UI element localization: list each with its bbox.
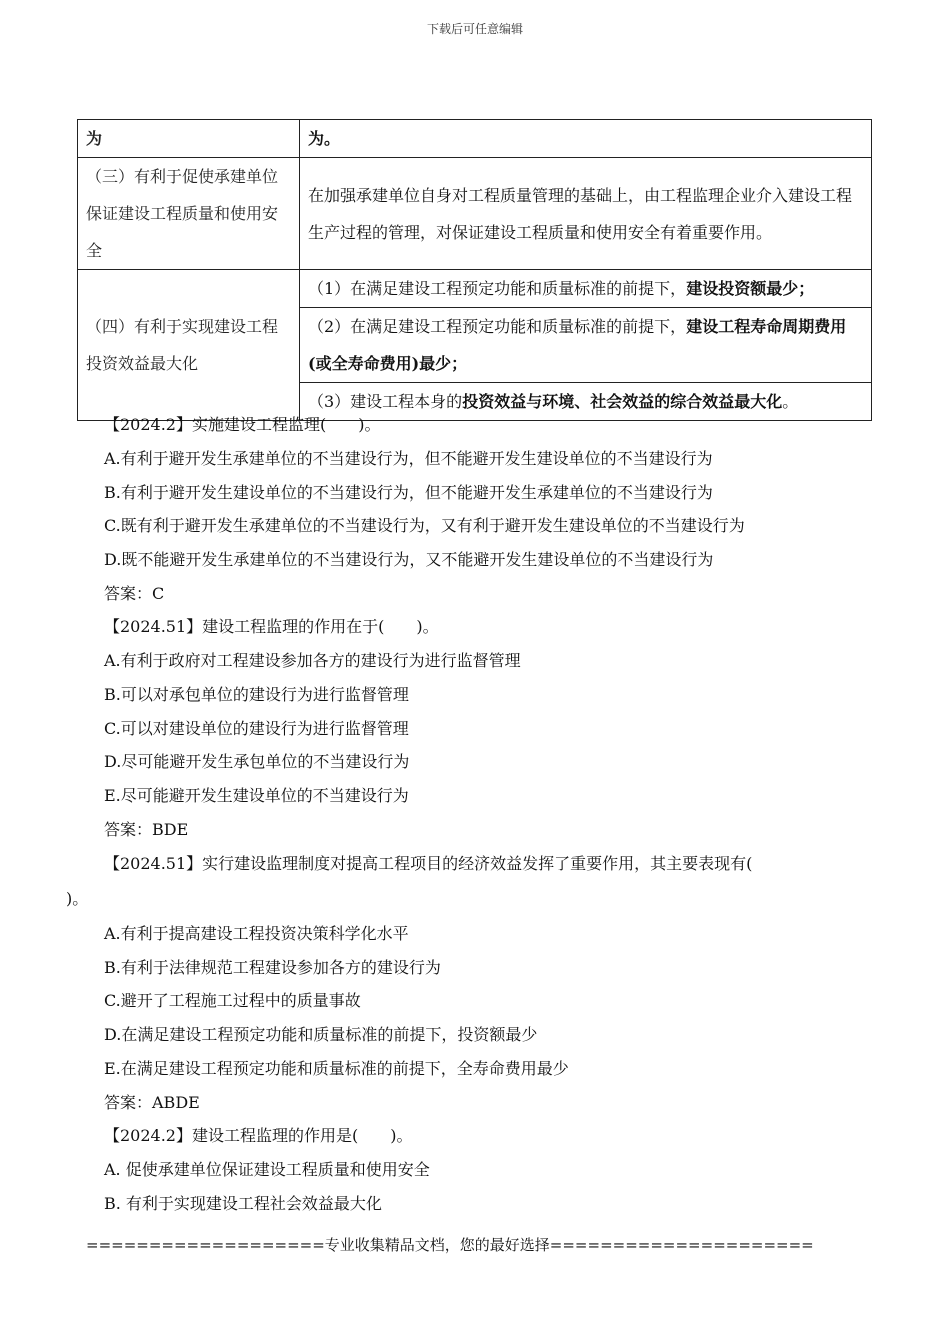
- question-option: E.在满足建设工程预定功能和质量标准的前提下，全寿命费用最少: [104, 1059, 569, 1078]
- question-option: A.有利于提高建设工程投资决策科学化水平: [104, 924, 409, 943]
- question-option: D.既不能避开发生承建单位的不当建设行为，又不能避开发生建设单位的不当建设行为: [104, 550, 714, 569]
- question-stem: 【2024.2】建设工程监理的作用是( )。: [104, 1126, 413, 1145]
- question-option: C.避开了工程施工过程中的质量事故: [104, 991, 361, 1010]
- footer-banner: ===================专业收集精品文档，您的最好选择=====================: [86, 1236, 814, 1254]
- table-row: [78, 158, 872, 270]
- question-option: A.有利于避开发生承建单位的不当建设行为，但不能避开发生建设单位的不当建设行为: [104, 449, 713, 468]
- question-answer: 答案：ABDE: [104, 1093, 200, 1112]
- table-cell-right: [300, 308, 872, 383]
- question-answer: 答案：BDE: [104, 820, 189, 839]
- table-row: [78, 270, 872, 308]
- item-bold-text: 建设工程寿命周期费用(或全寿命费用)最少；: [308, 317, 847, 373]
- item-text: （1）在满足建设工程预定功能和质量标准的前提下，: [308, 279, 687, 298]
- table-cell-left: （四）有利于实现建设工程投资效益最大化: [78, 270, 300, 421]
- question-option: E.尽可能避开发生建设单位的不当建设行为: [104, 786, 409, 805]
- question-stem: 【2024.51】建设工程监理的作用在于( )。: [104, 617, 439, 636]
- question-option: C.可以对建设单位的建设行为进行监督管理: [104, 719, 409, 738]
- table-cell-right: 在加强承建单位自身对工程质量管理的基础上，由工程监理企业介入建设工程生产过程的管理，对保证建设工程质量和使用安全有着重要作用。: [300, 158, 872, 270]
- table-cell-right: 为。: [300, 120, 872, 158]
- question-stem: 【2024.2】实施建设工程监理( )。: [104, 415, 381, 434]
- question-option: B.有利于避开发生建设单位的不当建设行为，但不能避开发生承建单位的不当建设行为: [104, 483, 713, 502]
- header-note: 下载后可任意编辑: [426, 22, 523, 36]
- item-text: （3）建设工程本身的: [308, 392, 463, 411]
- question-option: C.既有利于避开发生承建单位的不当建设行为，又有利于避开发生建设单位的不当建设行为: [104, 516, 745, 535]
- table-cell-left: 为: [78, 120, 300, 158]
- question-option: D.在满足建设工程预定功能和质量标准的前提下，投资额最少: [104, 1025, 538, 1044]
- comparison-table: [77, 119, 872, 421]
- question-option: A. 促使承建单位保证建设工程质量和使用安全: [104, 1160, 430, 1179]
- question-option: B.可以对承包单位的建设行为进行监督管理: [104, 685, 409, 704]
- question-answer: 答案：C: [104, 584, 165, 603]
- question-option: D.尽可能避开发生承包单位的不当建设行为: [104, 752, 410, 771]
- item-bold-text: 投资效益与环境、社会效益的综合效益最大化: [462, 392, 783, 411]
- question-option: B. 有利于实现建设工程社会效益最大化: [104, 1194, 382, 1213]
- question-option: A.有利于政府对工程建设参加各方的建设行为进行监督管理: [104, 651, 521, 670]
- item-text: 。: [782, 392, 799, 411]
- table-cell-right: [300, 270, 872, 308]
- table-row: [78, 120, 872, 158]
- question-option: B.有利于法律规范工程建设参加各方的建设行为: [104, 958, 441, 977]
- question-stem: 【2024.51】实行建设监理制度对提高工程项目的经济效益发挥了重要作用，其主要表现有(: [104, 854, 753, 873]
- item-bold-text: 建设投资额最少；: [686, 279, 815, 298]
- table-cell-right: [300, 383, 872, 421]
- table-cell-left: （三）有利于促使承建单位保证建设工程质量和使用安全: [78, 158, 300, 270]
- question-stem-continued: )。: [66, 889, 89, 908]
- item-text: （2）在满足建设工程预定功能和质量标准的前提下，: [308, 317, 687, 336]
